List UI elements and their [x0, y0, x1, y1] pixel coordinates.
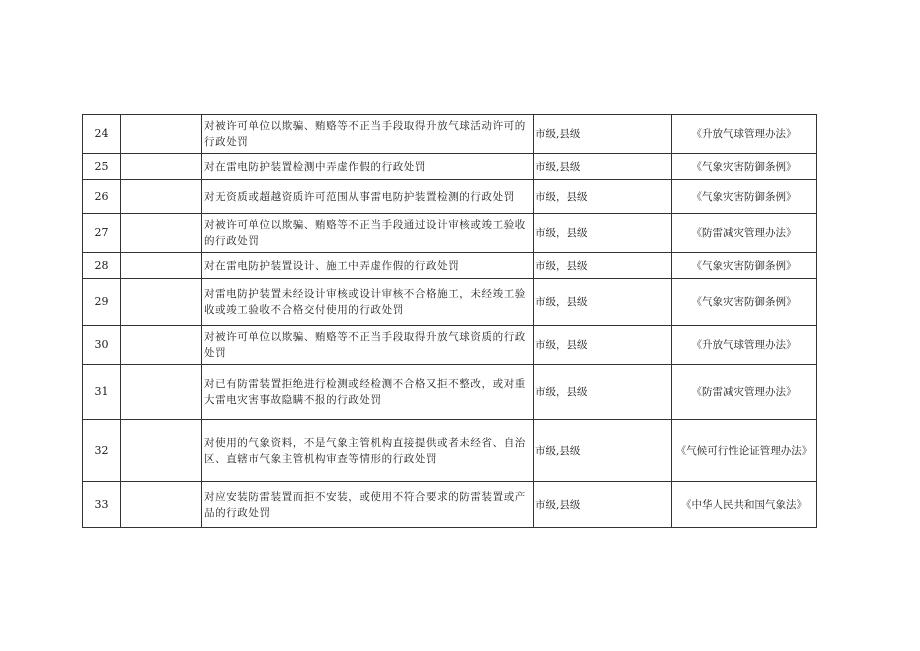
penalty-description: 对被许可单位以欺骗、贿赂等不正当手段取得升放气球活动许可的行政处罚 — [202, 115, 534, 154]
penalty-description: 对在雷电防护装置检测中弄虚作假的行政处罚 — [202, 154, 534, 180]
row-number: 30 — [83, 326, 121, 365]
penalty-description: 对被许可单位以欺骗、贿赂等不正当手段通过设计审核或竣工验收的行政处罚 — [202, 214, 534, 253]
row-number: 28 — [83, 253, 121, 279]
enforcement-level: 市级，县级 — [534, 214, 672, 253]
enforcement-level: 市级,县级 — [534, 420, 672, 482]
row-number: 27 — [83, 214, 121, 253]
penalty-description: 对应安装防雷装置而拒不安装，或使用不符合要求的防雷装置或产品的行政处罚 — [202, 482, 534, 528]
legal-basis: 《气候可行性论证管理办法》 — [672, 420, 817, 482]
enforcement-level: 市级，县级 — [534, 180, 672, 214]
legal-basis: 《升放气球管理办法》 — [672, 115, 817, 154]
empty-cell — [121, 482, 202, 528]
enforcement-level: 市级,县级 — [534, 115, 672, 154]
table-row — [83, 279, 817, 326]
table-row — [83, 180, 817, 214]
enforcement-level: 市级,县级 — [534, 482, 672, 528]
legal-basis: 《升放气球管理办法》 — [672, 326, 817, 365]
enforcement-level: 市级，县级 — [534, 279, 672, 326]
legal-basis: 《气象灾害防御条例》 — [672, 180, 817, 214]
row-number: 24 — [83, 115, 121, 154]
empty-cell — [121, 115, 202, 154]
enforcement-level: 市级，县级 — [534, 326, 672, 365]
table-row — [83, 365, 817, 420]
legal-basis: 《气象灾害防御条例》 — [672, 154, 817, 180]
enforcement-level: 市级,县级 — [534, 154, 672, 180]
row-number: 33 — [83, 482, 121, 528]
row-number: 25 — [83, 154, 121, 180]
table-row — [83, 482, 817, 528]
empty-cell — [121, 326, 202, 365]
empty-cell — [121, 420, 202, 482]
row-number: 26 — [83, 180, 121, 214]
legal-basis: 《气象灾害防御条例》 — [672, 253, 817, 279]
row-number: 29 — [83, 279, 121, 326]
legal-basis: 《防雷减灾管理办法》 — [672, 214, 817, 253]
table-row — [83, 115, 817, 154]
empty-cell — [121, 365, 202, 420]
penalty-table — [82, 114, 817, 528]
empty-cell — [121, 253, 202, 279]
table-row — [83, 326, 817, 365]
table-row — [83, 214, 817, 253]
legal-basis: 《中华人民共和国气象法》 — [672, 482, 817, 528]
penalty-description: 对已有防雷装置拒绝进行检测或经检测不合格又拒不整改，或对重大雷电灾害事故隐瞒不报的行政处罚 — [202, 365, 534, 420]
legal-basis: 《防雷减灾管理办法》 — [672, 365, 817, 420]
row-number: 31 — [83, 365, 121, 420]
empty-cell — [121, 180, 202, 214]
empty-cell — [121, 214, 202, 253]
row-number: 32 — [83, 420, 121, 482]
penalty-description: 对雷电防护装置未经设计审核或设计审核不合格施工，未经竣工验收或竣工验收不合格交付使用的行政处罚 — [202, 279, 534, 326]
enforcement-level: 市级，县级 — [534, 253, 672, 279]
table-row — [83, 420, 817, 482]
table-row — [83, 253, 817, 279]
penalty-description: 对在雷电防护装置设计、施工中弄虚作假的行政处罚 — [202, 253, 534, 279]
empty-cell — [121, 154, 202, 180]
penalty-description: 对使用的气象资料，不是气象主管机构直接提供或者未经省、自治区、直辖市气象主管机构审查等情形的行政处罚 — [202, 420, 534, 482]
penalty-description: 对无资质或超越资质许可范围从事雷电防护装置检测的行政处罚 — [202, 180, 534, 214]
table-row — [83, 154, 817, 180]
penalty-description: 对被许可单位以欺骗、贿赂等不正当手段取得升放气球资质的行政处罚 — [202, 326, 534, 365]
empty-cell — [121, 279, 202, 326]
enforcement-level: 市级，县级 — [534, 365, 672, 420]
legal-basis: 《气象灾害防御条例》 — [672, 279, 817, 326]
